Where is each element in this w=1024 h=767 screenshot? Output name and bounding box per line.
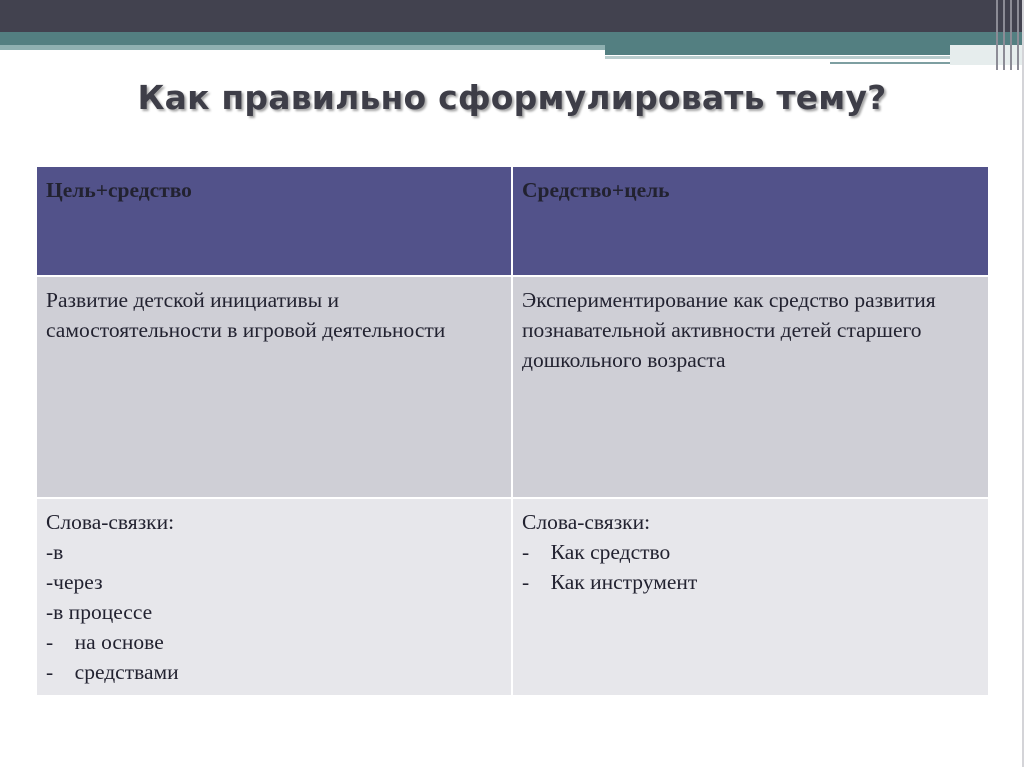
example-goal-means: Развитие детской инициативы и самостоятельности в игровой деятельности bbox=[36, 276, 512, 498]
header-accent-thin bbox=[605, 56, 950, 59]
header-accent-block bbox=[605, 45, 950, 55]
table-header-row bbox=[36, 166, 989, 276]
table-row-link-words bbox=[36, 498, 989, 696]
topic-table bbox=[35, 165, 990, 697]
list-item: -в bbox=[46, 540, 64, 564]
list-item: -в процессе bbox=[46, 600, 153, 624]
list-item: - Как инструмент bbox=[522, 570, 698, 594]
list-item: - Как средство bbox=[522, 540, 671, 564]
list-item: - на основе bbox=[46, 630, 164, 654]
link-words-heading: Слова-связки: bbox=[522, 510, 651, 534]
header-band-light bbox=[0, 45, 605, 50]
header-means-goal: Средство+цель bbox=[512, 166, 989, 276]
list-item: - средствами bbox=[46, 660, 179, 684]
header-vertical-lines bbox=[994, 0, 1024, 70]
header-band-teal bbox=[0, 32, 1024, 45]
slide-title: Как правильно сформулировать тему? bbox=[137, 78, 887, 117]
link-words-right bbox=[512, 498, 989, 696]
link-words-left bbox=[36, 498, 512, 696]
header-band-dark bbox=[0, 0, 1024, 32]
example-means-goal: Экспериментирование как средство развития познавательной активности детей старшего дошкольного возраста bbox=[512, 276, 989, 498]
link-words-heading: Слова-связки: bbox=[46, 510, 175, 534]
list-item: -через bbox=[46, 570, 103, 594]
header-goal-means: Цель+средство bbox=[36, 166, 512, 276]
table-row-examples bbox=[36, 276, 989, 498]
